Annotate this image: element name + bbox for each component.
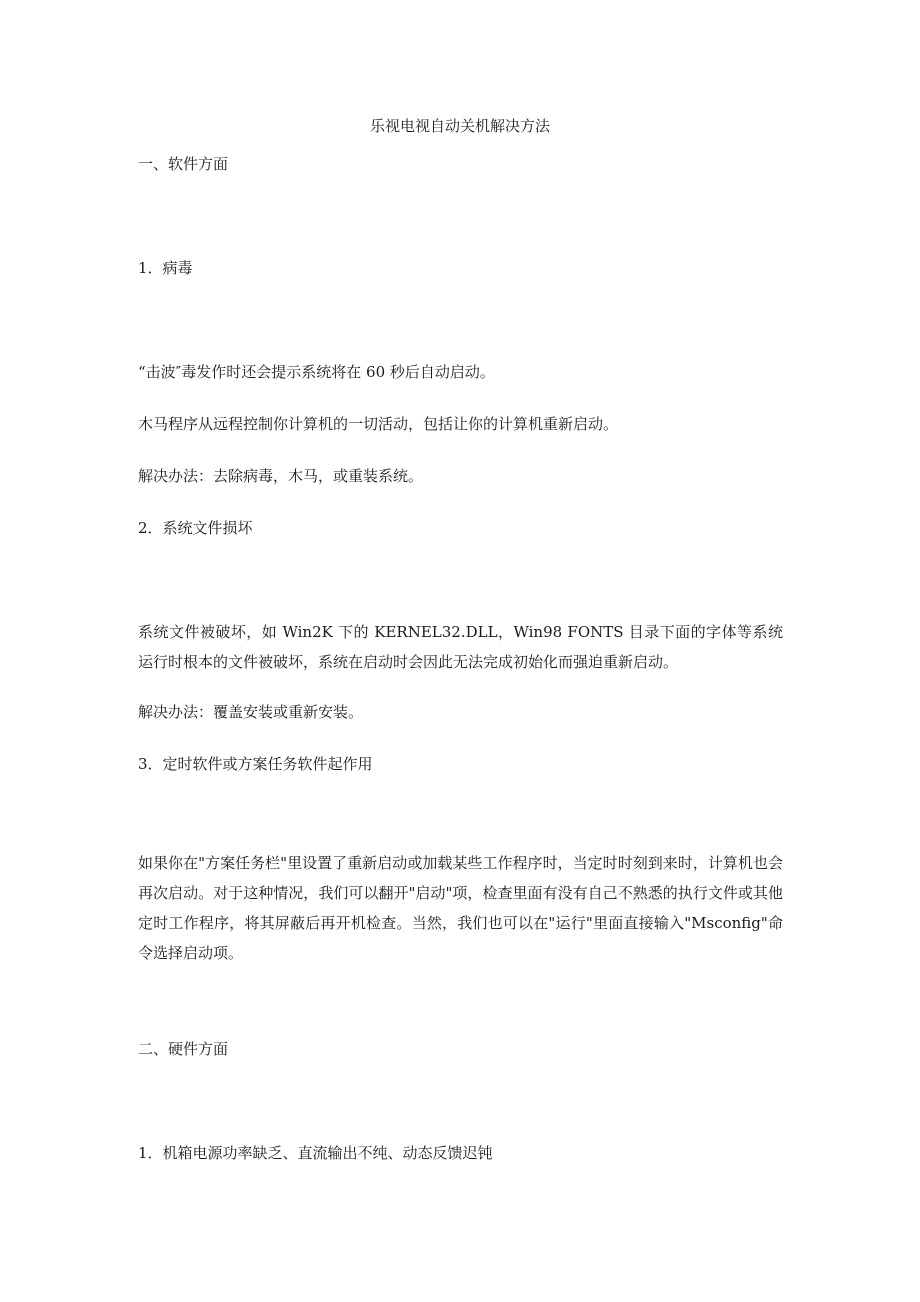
paragraph: 木马程序从远程控制你计算机的一切活动，包括让你的计算机重新启动。: [138, 415, 619, 433]
paragraph: 解决办法：覆盖安装或重新安装。: [138, 703, 364, 721]
document-title: 乐视电视自动关机解决方法: [369, 117, 550, 135]
section-heading-hardware: 二、硬件方面: [138, 1040, 229, 1058]
section-heading-software: 一、软件方面: [138, 155, 229, 173]
paragraph: “击波″毒发作时还会提示系统将在 60 秒后自动启动。: [138, 363, 495, 381]
item-heading-power-supply: 1．机箱电源功率缺乏、直流输出不纯、动态反馈迟钝: [138, 1144, 493, 1162]
item-heading-system-files: 2．系统文件损坏: [138, 519, 253, 537]
paragraph: 解决办法：去除病毒，木马，或重装系统。: [138, 467, 424, 485]
paragraph: 系统文件被破坏，如 Win2K 下的 KERNEL32.DLL，Win98 FONTS 目录下面的字体等系统运行时根本的文件被破坏，系统在启动时会因此无法完成初始化而强迫重新启动。: [138, 623, 783, 671]
item-heading-timer-software: 3．定时软件或方案任务软件起作用: [138, 755, 373, 773]
paragraph: 如果你在"方案任务栏"里设置了重新启动或加载某些工作程序时，当定时时刻到来时，计算机也会再次启动。对于这种情况，我们可以翻开"启动"项，检查里面有没有自己不熟悉的执行文件或其他定时工作程序，将其屏蔽后再开机检查。当然，我们也可以在"运行"里面直接输入"Msconfig"命令选择启动项。: [138, 854, 783, 962]
item-heading-virus: 1．病毒: [138, 259, 193, 277]
